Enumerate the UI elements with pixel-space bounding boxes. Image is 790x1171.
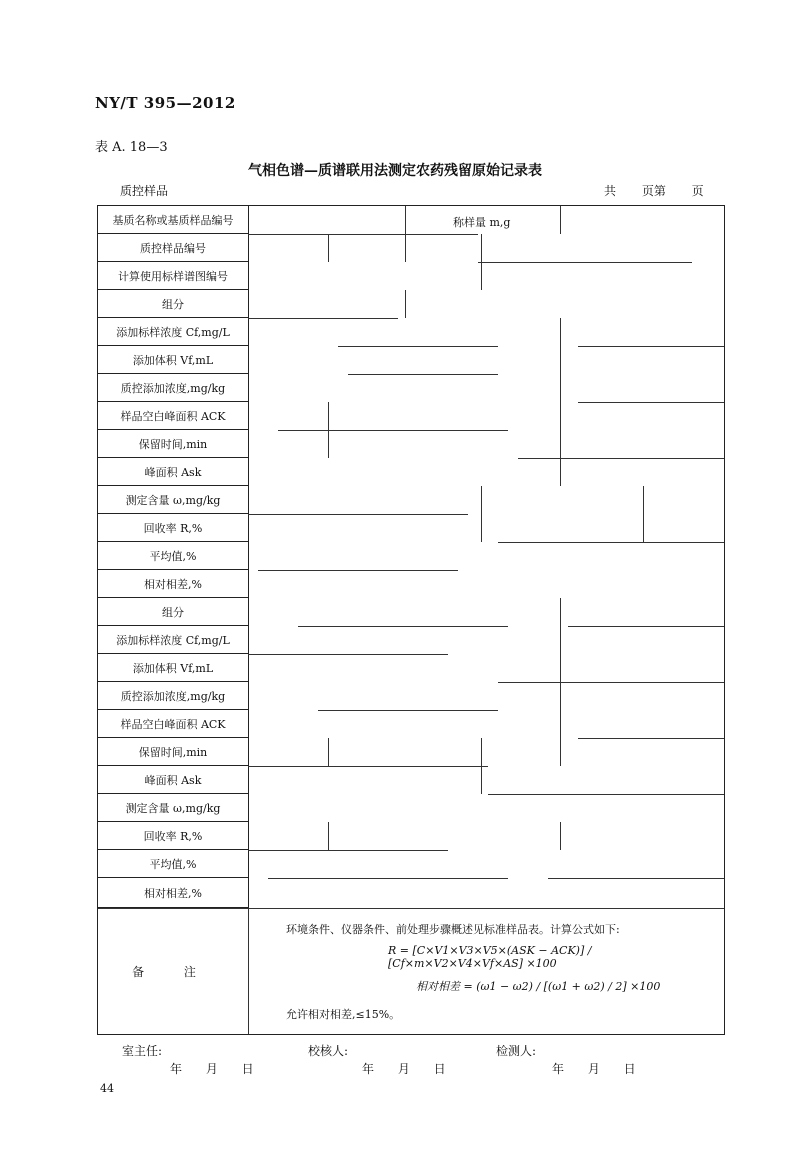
cell-rule <box>488 794 724 795</box>
row-label: 样品空白峰面积 ACK <box>98 402 248 430</box>
cell-rule <box>318 710 498 711</box>
notes-top-rule <box>98 908 724 909</box>
tester-label: 检测人: <box>496 1044 537 1058</box>
cell-rule <box>248 234 478 235</box>
row-label: 组分 <box>98 290 248 318</box>
row-label: 回收率 R,% <box>98 514 248 542</box>
cell-rule <box>498 682 724 683</box>
cell-rule <box>248 318 398 319</box>
row-label: 质控添加浓度,mg/kg <box>98 374 248 402</box>
cell-rule <box>278 430 508 431</box>
relative-diff-formula: 相对相差 = (ω1 − ω2) / [(ω1 + ω2) / 2] ×100 <box>416 980 661 993</box>
page-number: 44 <box>100 1082 114 1095</box>
cell-rule <box>478 262 692 263</box>
page-counter: 共 页第 页 <box>604 184 704 198</box>
cell-rule <box>248 766 488 767</box>
cell-divider <box>481 486 482 542</box>
row-label: 保留时间,min <box>98 430 248 458</box>
cell-rule <box>258 570 458 571</box>
row-label: 样品空白峰面积 ACK <box>98 710 248 738</box>
row-label: 添加标样浓度 Cf,mg/L <box>98 626 248 654</box>
cell-rule <box>568 626 724 627</box>
director-label: 室主任: <box>122 1044 163 1058</box>
cell-rule <box>248 850 448 851</box>
table-number: 表 A. 18—3 <box>95 140 168 155</box>
row-label: 计算使用标样谱图编号 <box>98 262 248 290</box>
cell-divider <box>560 318 561 486</box>
row-label: 组分 <box>98 598 248 626</box>
row-label: 峰面积 Ask <box>98 766 248 794</box>
cell-divider <box>328 738 329 766</box>
cell-rule <box>268 878 508 879</box>
director-date: 年 月 日 <box>170 1062 254 1076</box>
cell-rule <box>298 626 508 627</box>
row-label: 测定含量 ω,mg/kg <box>98 486 248 514</box>
cell-rule <box>548 878 724 879</box>
cell-divider <box>560 206 561 234</box>
row-label: 相对相差,% <box>98 878 248 908</box>
weigh-label: 称样量 m,g <box>453 216 511 229</box>
tester-date: 年 月 日 <box>552 1062 636 1076</box>
cell-rule <box>498 542 724 543</box>
row-label: 质控添加浓度,mg/kg <box>98 682 248 710</box>
cell-rule <box>518 458 724 459</box>
row-label: 测定含量 ω,mg/kg <box>98 794 248 822</box>
cell-divider <box>643 486 644 542</box>
notes-tolerance: 允许相对相差,≤15%。 <box>286 1008 401 1021</box>
notes-divider <box>248 908 249 1034</box>
cell-divider <box>560 822 561 850</box>
cell-rule <box>348 374 498 375</box>
cell-divider <box>405 290 406 318</box>
row-label: 相对相差,% <box>98 570 248 598</box>
row-label: 峰面积 Ask <box>98 458 248 486</box>
row-label: 添加体积 Vf,mL <box>98 346 248 374</box>
row-label: 平均值,% <box>98 542 248 570</box>
row-label: 回收率 R,% <box>98 822 248 850</box>
notes-line-1: 环境条件、仪器条件、前处理步骤概述见标准样品表。计算公式如下: <box>286 923 620 936</box>
row-label: 质控样品编号 <box>98 234 248 262</box>
cell-rule <box>248 654 448 655</box>
cell-rule <box>578 346 724 347</box>
cell-rule <box>338 346 498 347</box>
record-table <box>97 205 725 1035</box>
cell-rule <box>578 402 724 403</box>
checker-date: 年 月 日 <box>362 1062 446 1076</box>
cell-divider <box>328 822 329 850</box>
cell-rule <box>578 738 724 739</box>
notes-label: 备 注 <box>132 964 214 979</box>
row-label: 保留时间,min <box>98 738 248 766</box>
row-label: 添加标样浓度 Cf,mg/L <box>98 318 248 346</box>
checker-label: 校核人: <box>308 1044 349 1058</box>
row-label: 基质名称或基质样品编号 <box>98 206 248 234</box>
cell-divider <box>328 234 329 262</box>
row-label: 添加体积 Vf,mL <box>98 654 248 682</box>
standard-number: NY/T 395—2012 <box>95 94 236 112</box>
form-title: 气相色谱—质谱联用法测定农药残留原始记录表 <box>248 163 542 179</box>
row-label: 平均值,% <box>98 850 248 878</box>
recovery-formula: R = [C×V1×V3×V5×(ASK − ACK)] / [Cf×m×V2×V4×Vf×AS] ×100 <box>388 944 592 970</box>
qc-sample-label: 质控样品 <box>120 184 169 198</box>
cell-rule <box>248 514 468 515</box>
